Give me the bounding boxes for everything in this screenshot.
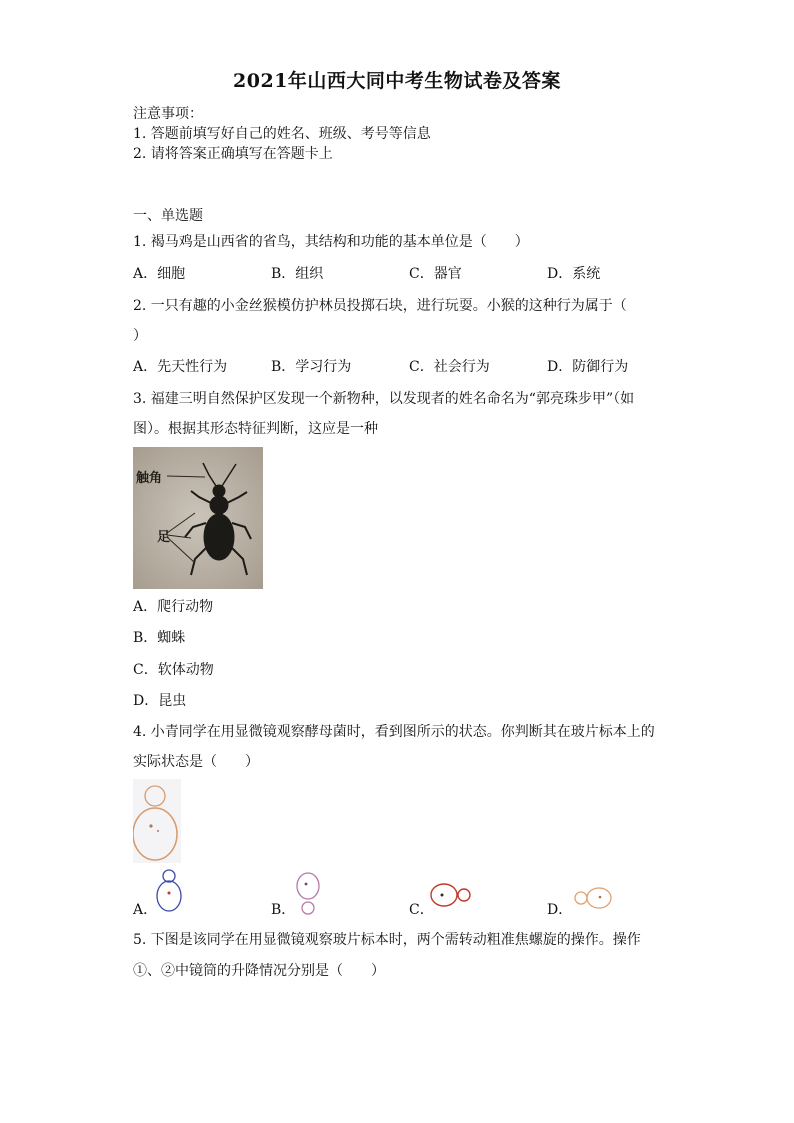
- question-1-stem: 1. 褐马鸡是山西省的省鸟，其结构和功能的基本单位是（ ）: [133, 234, 529, 250]
- yeast-option-d-icon: [569, 884, 619, 912]
- q1-option-a: A．细胞: [133, 266, 186, 282]
- notice-item-2: 2. 请将答案正确填写在答题卡上: [133, 146, 333, 162]
- q4-option-b: [271, 866, 331, 920]
- yeast-option-b-icon: [291, 870, 325, 918]
- q4-option-c-label: C．: [409, 902, 434, 918]
- page-title: 2021年山西大同中考生物试卷及答案: [233, 70, 561, 92]
- q1-option-d: D．系统: [547, 266, 601, 282]
- q2-option-d: D．防御行为: [547, 359, 629, 375]
- yeast-observed-figure: [133, 779, 181, 863]
- q4-option-c: [409, 866, 489, 920]
- question-2-stem-line-1: 2. 一只有趣的小金丝猴模仿护林员投掷石块，进行玩耍。小猴的这种行为属于（: [133, 298, 627, 314]
- q4-option-a: [133, 866, 193, 920]
- q4-option-b-label: B．: [271, 902, 296, 918]
- question-3-stem-line-1: 3. 福建三明自然保护区发现一个新物种，以发现者的姓名命名为“郭亮珠步甲”（如: [133, 391, 635, 407]
- q3-option-c: C．软体动物: [133, 662, 214, 678]
- q4-option-d-label: D．: [547, 902, 573, 918]
- q2-option-c: C．社会行为: [409, 359, 490, 375]
- question-5-stem-line-1: 5. 下图是该同学在用显微镜观察玻片标本时，两个需转动粗准焦螺旋的操作。操作: [133, 932, 641, 948]
- q4-option-d: [547, 866, 627, 920]
- question-4-stem-line-1: 4. 小青同学在用显微镜观察酵母菌时，看到图所示的状态。你判断其在玻片标本上的: [133, 724, 655, 740]
- q4-option-a-label: A．: [133, 902, 158, 918]
- q2-option-a: A．先天性行为: [133, 359, 228, 375]
- yeast-option-a-icon: [151, 866, 187, 916]
- q1-option-b: B．组织: [271, 266, 324, 282]
- question-4-options: [133, 866, 693, 920]
- question-4-stem-line-2: 实际状态是（ ）: [133, 754, 259, 770]
- question-5-stem-line-2: ①、②中镜筒的升降情况分别是（ ）: [133, 963, 385, 979]
- leg-label: 足: [157, 530, 171, 545]
- notice-item-1: 1. 答题前填写好自己的姓名、班级、考号等信息: [133, 126, 431, 142]
- section-heading: 一、单选题: [133, 208, 203, 224]
- q3-option-a: A．爬行动物: [133, 599, 214, 615]
- q3-option-d: D．昆虫: [133, 693, 187, 709]
- q3-option-b: B．蜘蛛: [133, 630, 186, 646]
- beetle-figure: [133, 447, 263, 589]
- question-2-stem-line-2: ）: [133, 328, 147, 344]
- q2-option-b: B．学习行为: [271, 359, 352, 375]
- notice-heading: 注意事项：: [133, 106, 203, 122]
- question-3-stem-line-2: 图）。根据其形态特征判断，这应是一种: [133, 421, 378, 437]
- q1-option-c: C．器官: [409, 266, 462, 282]
- antenna-label: 触角: [136, 471, 163, 486]
- yeast-option-c-icon: [429, 880, 479, 910]
